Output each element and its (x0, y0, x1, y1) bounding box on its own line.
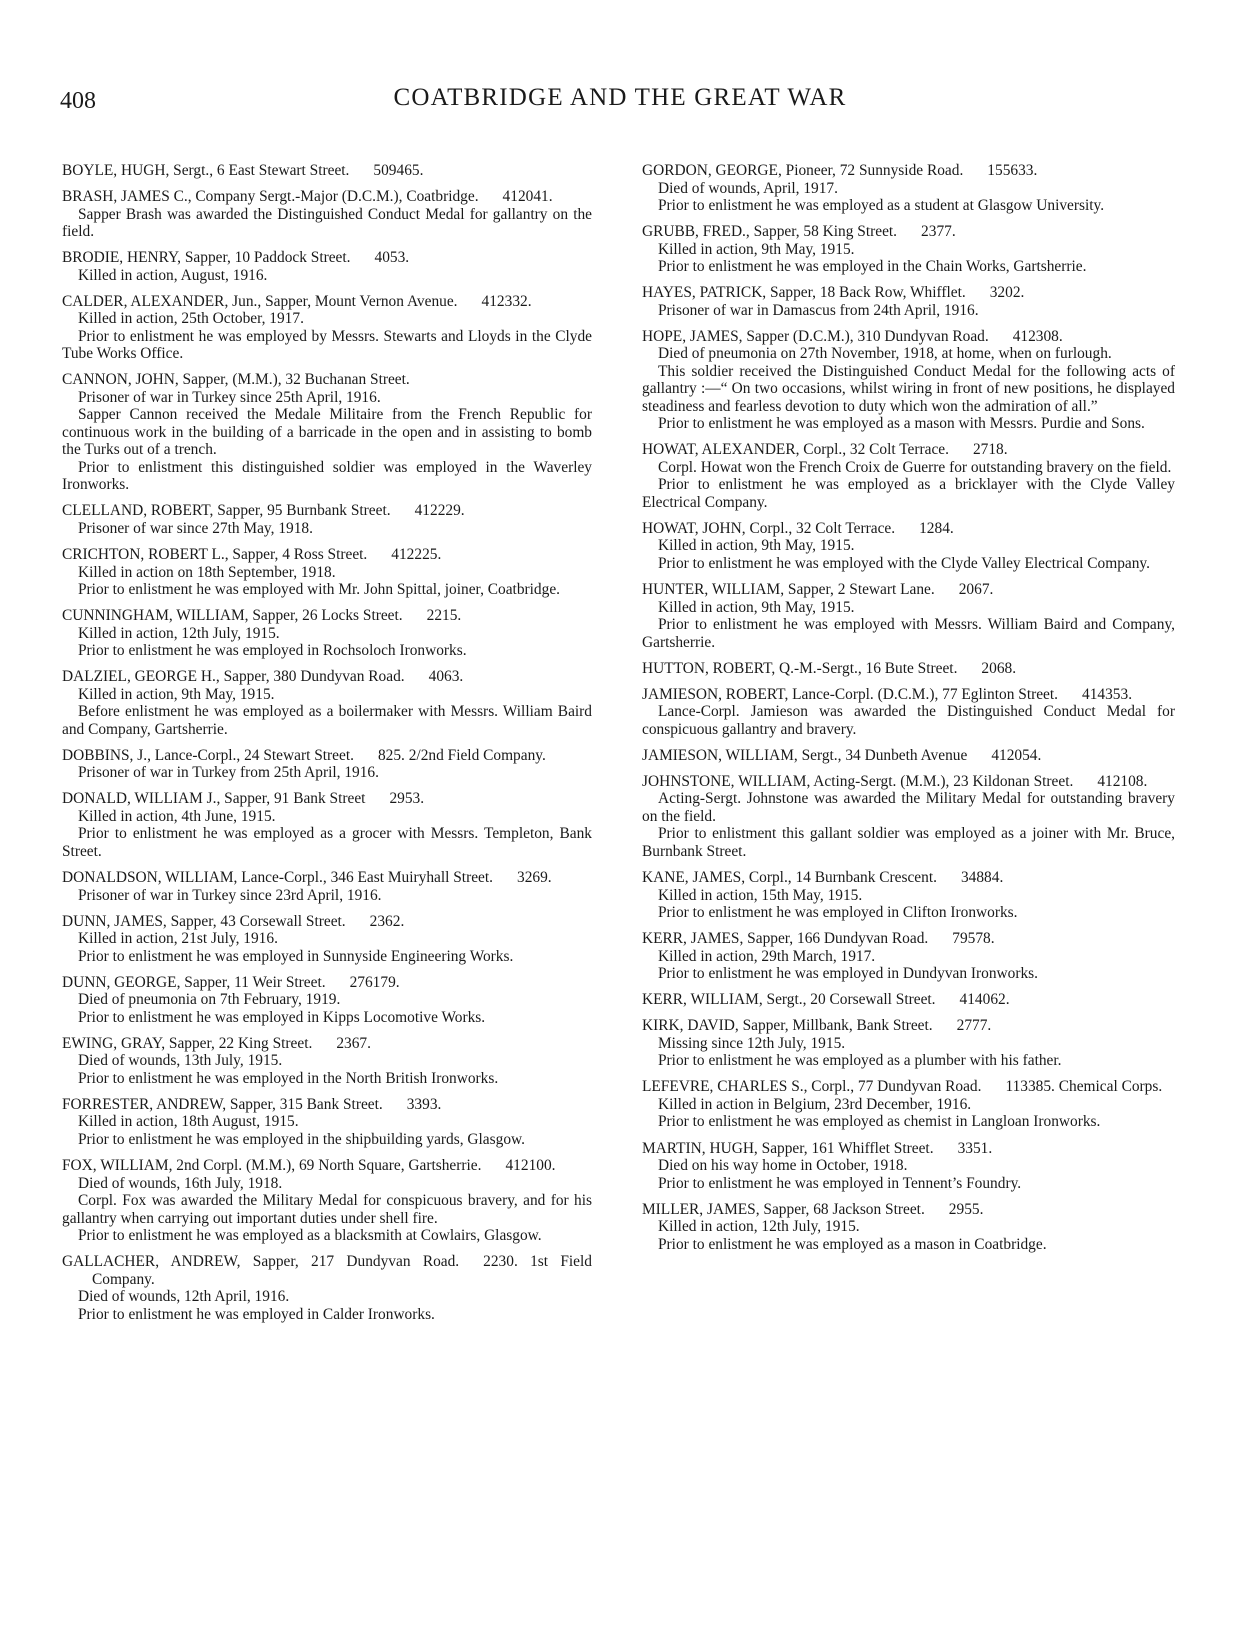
soldier-entry (62, 747, 592, 782)
entry-detail: Killed in action, 4th June, 1915. (78, 807, 276, 825)
entry-service-number: 4063. (428, 668, 464, 686)
entry-detail: Prior to enlistment he was employed in the Chain Works, Gartsherrie. (658, 258, 1087, 276)
entry-detail: Prior to enlistment he was employed with Mr. John Spittal, joiner, Coatbridge. (78, 581, 560, 599)
entry-name-rank-address: KERR, JAMES, Sapper, 166 Dundyvan Road. (642, 930, 929, 948)
entry-heading (642, 328, 1175, 346)
entry-detail: Killed in action, 9th May, 1915. (78, 685, 275, 703)
entry-name-rank-address: JAMIESON, ROBERT, Lance-Corpl. (D.C.M.), 77 Eglinton Street. (642, 685, 1059, 703)
entry-name-rank-address: DONALD, WILLIAM J., Sapper, 91 Bank Street (62, 790, 366, 808)
entry-heading (62, 974, 592, 992)
entry-heading (642, 1078, 1175, 1096)
soldier-entry (642, 284, 1175, 319)
entry-service-number: 4053. (374, 249, 410, 267)
entry-heading (62, 869, 592, 887)
entry-heading (62, 249, 592, 267)
soldier-entry (642, 686, 1175, 739)
entry-service-number: 412041. (502, 188, 553, 206)
entry-name-rank-address: FOX, WILLIAM, 2nd Corpl. (M.M.), 69 North Square, Gartsherrie. (62, 1157, 482, 1174)
entry-heading (62, 162, 592, 180)
entry-detail: Prior to enlistment he was employed as a plumber with his father. (658, 1052, 1062, 1070)
entry-detail: Killed in action, 15th May, 1915. (658, 886, 863, 904)
soldier-entry (62, 502, 592, 537)
entry-detail: Killed in action, 12th July, 1915. (658, 1218, 860, 1236)
entry-name-rank-address: DOBBINS, J., Lance-Corpl., 24 Stewart Street. (62, 746, 354, 764)
entry-service-number: 2230. 1st Field Company. (92, 1253, 592, 1288)
entry-detail: Prior to enlistment he was employed as a bricklayer with the Clyde Valley Electrical Company. (642, 476, 1175, 511)
entry-name-rank-address: HOWAT, ALEXANDER, Corpl., 32 Colt Terrace. (642, 441, 949, 459)
entry-service-number: 276179. (349, 973, 400, 991)
soldier-entry (642, 1017, 1175, 1070)
entry-name-rank-address: DUNN, GEORGE, Sapper, 11 Weir Street. (62, 973, 326, 991)
entry-service-number: 2955. (948, 1200, 984, 1218)
entry-name-rank-address: MARTIN, HUGH, Sapper, 161 Whifflet Street. (642, 1139, 934, 1157)
entry-heading (62, 790, 592, 808)
entry-name-rank-address: MILLER, JAMES, Sapper, 68 Jackson Street. (642, 1200, 925, 1218)
entry-name-rank-address: HOPE, JAMES, Sapper (D.C.M.), 310 Dundyvan Road. (642, 327, 989, 345)
soldier-entry (642, 1201, 1175, 1254)
entry-heading (642, 162, 1175, 180)
entry-heading (62, 747, 592, 765)
soldier-entry (642, 520, 1175, 573)
soldier-entry (62, 790, 592, 860)
entry-detail: Prior to enlistment he was employed in Tennent’s Foundry. (658, 1174, 1022, 1192)
entry-service-number: 3202. (989, 284, 1025, 302)
entry-name-rank-address: GRUBB, FRED., Sapper, 58 King Street. (642, 223, 898, 241)
entry-name-rank-address: DONALDSON, WILLIAM, Lance-Corpl., 346 East Muiryhall Street. (62, 869, 493, 887)
entry-heading (62, 1035, 592, 1053)
soldier-entry (642, 869, 1175, 922)
entry-service-number: 2362. (369, 912, 405, 930)
entry-name-rank-address: LEFEVRE, CHARLES S., Corpl., 77 Dundyvan Road. (642, 1078, 982, 1096)
page-number: 408 (60, 88, 96, 114)
entry-detail: Died of pneumonia on 7th February, 1919. (78, 991, 341, 1009)
entry-heading (642, 520, 1175, 538)
entry-name-rank-address: KANE, JAMES, Corpl., 14 Burnbank Crescent. (642, 869, 937, 887)
entry-heading (62, 1253, 592, 1288)
entry-service-number: 2068. (981, 659, 1017, 677)
entry-heading (62, 607, 592, 625)
running-head: COATBRIDGE AND THE GREAT WAR (393, 84, 847, 111)
entry-heading (62, 546, 592, 564)
entry-detail: Prior to enlistment he was employed in the North British Ironworks. (78, 1069, 499, 1087)
soldier-entry (62, 371, 592, 494)
entry-heading (642, 223, 1175, 241)
entry-heading (642, 284, 1175, 302)
entry-detail: Prior to enlistment he was employed as a blacksmith at Cowlairs, Glasgow. (78, 1227, 542, 1244)
entry-detail: Prior to enlistment he was employed by Messrs. Stewarts and Lloyds in the Clyde Tube Works Office. (62, 327, 592, 363)
entry-heading (642, 660, 1175, 678)
entry-detail: Prior to enlistment this gallant soldier was employed as a joiner with Mr. Bruce, Burnbank Street. (642, 825, 1175, 860)
entry-name-rank-address: GALLACHER, ANDREW, Sapper, 217 Dundyvan Road. (62, 1253, 460, 1271)
entry-name-rank-address: GORDON, GEORGE, Pioneer, 72 Sunnyside Road. (642, 162, 964, 179)
entry-detail: Prior to enlistment he was employed in the shipbuilding yards, Glasgow. (78, 1130, 525, 1148)
soldier-entry (642, 747, 1175, 765)
entry-detail: Prior to enlistment he was employed in Kipps Locomotive Works. (78, 1008, 486, 1026)
entry-service-number: 414062. (959, 991, 1010, 1009)
entry-name-rank-address: JOHNSTONE, WILLIAM, Acting-Sergt. (M.M.), 23 Kildonan Street. (642, 772, 1074, 790)
entry-service-number: 3393. (406, 1095, 442, 1113)
entry-detail: Prior to enlistment he was employed in Calder Ironworks. (78, 1305, 435, 1323)
soldier-entry (642, 991, 1175, 1009)
entry-service-number: 2377. (921, 223, 956, 241)
entry-detail: This soldier received the Distinguished Conduct Medal for the following acts of gallantry :—“ On two occasions, whilst wiring in front of new positions, he displayed steadiness and fearless devotion to duty which won the admiration of all.” (642, 362, 1175, 415)
entry-name-rank-address: KERR, WILLIAM, Sergt., 20 Corsewall Street. (642, 991, 936, 1009)
entry-detail: Died of wounds, 16th July, 1918. (78, 1174, 283, 1192)
entry-detail: Prior to enlistment he was employed as chemist in Langloan Ironworks. (658, 1113, 1101, 1131)
entry-detail: Prior to enlistment he was employed as a grocer with Messrs. Templeton, Bank Street. (62, 825, 592, 860)
entry-detail: Killed in action, 25th October, 1917. (78, 310, 304, 328)
entry-service-number: 2953. (389, 790, 425, 808)
entry-detail: Prior to enlistment this distinguished soldier was employed in the Waverley Ironworks. (62, 458, 592, 494)
entry-heading (62, 293, 592, 311)
entry-name-rank-address: CALDER, ALEXANDER, Jun., Sapper, Mount Vernon Avenue. (62, 292, 458, 310)
entry-detail: Prisoner of war in Turkey from 25th April, 1916. (78, 764, 379, 782)
entry-detail: Missing since 12th July, 1915. (658, 1034, 846, 1052)
entry-heading (642, 441, 1175, 459)
entry-name-rank-address: JAMIESON, WILLIAM, Sergt., 34 Dunbeth Avenue (642, 746, 968, 764)
entry-service-number: 2777. (956, 1017, 992, 1035)
entry-name-rank-address: CUNNINGHAM, WILLIAM, Sapper, 26 Locks Street. (62, 607, 403, 625)
soldier-entry (62, 668, 592, 738)
entry-name-rank-address: HOWAT, JOHN, Corpl., 32 Colt Terrace. (642, 519, 896, 537)
entry-name-rank-address: DUNN, JAMES, Sapper, 43 Corsewall Street. (62, 912, 346, 930)
entry-detail: Prior to enlistment he was employed in Sunnyside Engineering Works. (78, 947, 514, 965)
entry-service-number: 113385. Chemical Corps. (1005, 1078, 1163, 1096)
entry-name-rank-address: BRASH, JAMES C., Company Sergt.-Major (D.C.M.), Coatbridge. (62, 188, 479, 206)
entry-detail: Killed in action, 9th May, 1915. (658, 598, 855, 616)
entry-detail: Killed in action in Belgium, 23rd December, 1916. (658, 1095, 972, 1113)
entry-detail: Sapper Cannon received the Medale Militaire from the French Republic for continuous work in the building of a barricade in the open and in assisting to bomb the Turks out of a trench. (62, 406, 592, 459)
entry-detail: Died of wounds, 12th April, 1916. (78, 1288, 290, 1306)
soldier-entry (62, 1253, 592, 1323)
entry-service-number: 79578. (952, 930, 995, 948)
soldier-entry (62, 869, 592, 904)
soldier-entry (62, 607, 592, 660)
entry-heading (62, 1096, 592, 1114)
soldier-entry (642, 773, 1175, 861)
entry-name-rank-address: FORRESTER, ANDREW, Sapper, 315 Bank Street. (62, 1095, 383, 1113)
entry-detail: Corpl. Fox was awarded the Military Medal for conspicuous bravery, and for his gallantry when carrying out important duties under shell fire. (62, 1192, 592, 1227)
entry-service-number: 412229. (414, 502, 465, 520)
entry-service-number: 412332. (481, 292, 532, 310)
soldier-entry (62, 913, 592, 966)
soldier-entry (62, 1157, 592, 1245)
entry-heading (642, 869, 1175, 887)
entry-service-number: 412225. (391, 546, 442, 564)
soldier-entry (62, 162, 592, 180)
entry-heading (642, 930, 1175, 948)
entry-detail: Died of wounds, 13th July, 1915. (78, 1052, 283, 1070)
entry-heading (642, 991, 1175, 1009)
soldier-entry (62, 293, 592, 363)
entry-detail: Killed in action, August, 1916. (78, 266, 268, 284)
soldier-entry (642, 328, 1175, 433)
entry-detail: Prisoner of war since 27th May, 1918. (78, 519, 313, 537)
soldier-entry (62, 249, 592, 284)
entry-detail: Killed in action, 9th May, 1915. (658, 240, 855, 258)
soldier-entry (642, 930, 1175, 983)
column-right (642, 162, 1175, 1262)
soldier-entry (642, 162, 1175, 215)
soldier-entry (642, 1078, 1175, 1131)
soldier-entry (62, 1096, 592, 1149)
entry-service-number: 155633. (987, 162, 1038, 179)
entry-detail: Killed in action on 18th September, 1918. (78, 563, 336, 581)
entry-service-number: 2215. (426, 607, 462, 625)
entry-service-number: 1284. (919, 519, 954, 537)
entry-detail: Died of wounds, April, 1917. (658, 179, 838, 197)
entry-service-number: 3351. (957, 1139, 993, 1157)
entry-service-number: 2067. (958, 581, 994, 599)
entry-heading (642, 581, 1175, 599)
entry-name-rank-address: KIRK, DAVID, Sapper, Millbank, Bank Street. (642, 1017, 933, 1035)
entry-name-rank-address: HUNTER, WILLIAM, Sapper, 2 Stewart Lane. (642, 581, 935, 599)
soldier-entry (642, 581, 1175, 651)
entry-heading (642, 1201, 1175, 1219)
entry-heading (642, 773, 1175, 791)
entry-detail: Died of pneumonia on 27th November, 1918, at home, when on furlough. (658, 345, 1112, 363)
entry-detail: Lance-Corpl. Jamieson was awarded the Distinguished Conduct Medal for conspicuous gallantry and bravery. (642, 703, 1175, 738)
entry-heading (62, 188, 592, 206)
entry-detail: Prior to enlistment he was employed in Clifton Ironworks. (658, 904, 1018, 922)
entry-detail: Killed in action, 12th July, 1915. (78, 624, 280, 642)
entry-detail: Prior to enlistment he was employed in Rochsoloch Ironworks. (78, 642, 467, 660)
entry-name-rank-address: EWING, GRAY, Sapper, 22 King Street. (62, 1034, 313, 1052)
entry-service-number: 412100. (505, 1157, 556, 1174)
entry-detail: Killed in action, 21st July, 1916. (78, 930, 278, 948)
entry-name-rank-address: BOYLE, HUGH, Sergt., 6 East Stewart Street. (62, 162, 350, 179)
soldier-entry (62, 188, 592, 241)
entry-name-rank-address: BRODIE, HENRY, Sapper, 10 Paddock Street. (62, 249, 351, 267)
entry-detail: Prior to enlistment he was employed as a student at Glasgow University. (658, 197, 1105, 214)
soldier-entry (642, 441, 1175, 511)
entry-service-number: 2718. (972, 441, 1008, 459)
entry-name-rank-address: HAYES, PATRICK, Sapper, 18 Back Row, Whifflet. (642, 284, 966, 302)
entry-detail: Killed in action, 29th March, 1917. (658, 947, 876, 965)
entry-detail: Prisoner of war in Turkey since 23rd April, 1916. (78, 886, 382, 904)
entry-detail: Prior to enlistment he was employed as a mason in Coatbridge. (658, 1235, 1047, 1253)
entry-service-number: 412108. (1097, 772, 1148, 790)
entry-heading (62, 1157, 592, 1175)
entry-heading (62, 668, 592, 686)
entry-detail: Acting-Sergt. Johnstone was awarded the Military Medal for outstanding bravery on the field. (642, 790, 1175, 825)
entry-service-number: 34884. (960, 869, 1004, 887)
entry-detail: Prior to enlistment he was employed with the Clyde Valley Electrical Company. (658, 554, 1150, 572)
entry-name-rank-address: HUTTON, ROBERT, Q.-M.-Sergt., 16 Bute Street. (642, 659, 958, 677)
entry-service-number: 412308. (1012, 327, 1063, 345)
entry-detail: Prisoner of war in Turkey since 25th April, 1916. (78, 388, 381, 406)
entry-detail: Killed in action, 9th May, 1915. (658, 537, 855, 555)
entry-name-rank-address: DALZIEL, GEORGE H., Sapper, 380 Dundyvan Road. (62, 668, 405, 686)
entry-heading (642, 1140, 1175, 1158)
entry-heading (642, 747, 1175, 765)
soldier-entry (62, 546, 592, 599)
entry-detail: Prior to enlistment he was employed as a mason with Messrs. Purdie and Sons. (658, 415, 1145, 433)
entry-detail: Sapper Brash was awarded the Distinguished Conduct Medal for gallantry on the field. (62, 205, 592, 241)
soldier-entry (62, 1035, 592, 1088)
soldier-entry (642, 660, 1175, 678)
entry-service-number: 3269. (517, 869, 552, 887)
entry-name-rank-address: CANNON, JOHN, Sapper, (M.M.), 32 Buchanan Street. (62, 371, 410, 389)
entry-name-rank-address: CLELLAND, ROBERT, Sapper, 95 Burnbank Street. (62, 502, 391, 520)
soldier-entry (642, 1140, 1175, 1193)
entry-detail: Corpl. Howat won the French Croix de Guerre for outstanding bravery on the field. (658, 458, 1172, 476)
entry-detail: Prior to enlistment he was employed with Messrs. William Baird and Company, Gartsherrie. (642, 616, 1175, 651)
entry-heading (642, 1017, 1175, 1035)
entry-detail: Prisoner of war in Damascus from 24th April, 1916. (658, 301, 979, 319)
soldier-entry (62, 974, 592, 1027)
soldier-entry (642, 223, 1175, 276)
entry-name-rank-address: CRICHTON, ROBERT L., Sapper, 4 Ross Street. (62, 546, 368, 564)
entry-heading (62, 371, 592, 389)
entry-detail: Killed in action, 18th August, 1915. (78, 1113, 299, 1131)
entry-heading (642, 686, 1175, 704)
entry-heading (62, 502, 592, 520)
column-left (62, 162, 592, 1332)
entry-service-number: 825. 2/2nd Field Company. (377, 746, 546, 764)
entry-service-number: 509465. (373, 162, 424, 179)
entry-heading (62, 913, 592, 931)
entry-service-number: 2367. (336, 1034, 371, 1052)
entry-service-number: 414353. (1082, 685, 1133, 703)
entry-detail: Before enlistment he was employed as a boilermaker with Messrs. William Baird and Company, Gartsherrie. (62, 703, 592, 738)
entry-detail: Died on his way home in October, 1918. (658, 1157, 908, 1174)
entry-detail: Prior to enlistment he was employed in Dundyvan Ironworks. (658, 965, 1039, 983)
entry-service-number: 412054. (991, 746, 1042, 764)
